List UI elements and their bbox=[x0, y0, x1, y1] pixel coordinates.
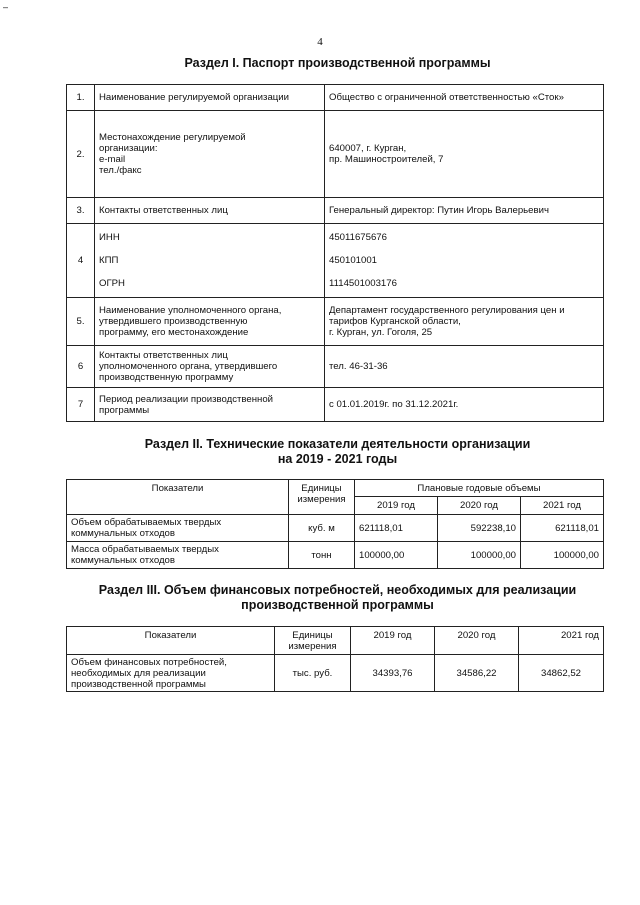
value-cell: 592238,10 bbox=[438, 515, 521, 542]
margin-mark: – bbox=[3, 2, 9, 12]
planned-volumes-header: Плановые годовые объемы bbox=[355, 480, 604, 497]
indicator-name: Объем финансовых потребностей, необходимых для реализации производственной программы bbox=[67, 655, 275, 692]
section2-title: Раздел II. Технические показатели деятельности организации на 2019 - 2021 годы bbox=[144, 437, 531, 466]
unit-cell: тонн bbox=[289, 542, 355, 569]
table-row bbox=[67, 655, 604, 692]
row-number: 2. bbox=[67, 111, 95, 198]
row-value: Генеральный директор: Путин Игорь Валерьевич bbox=[325, 198, 604, 224]
row-number: 6 bbox=[67, 346, 95, 388]
row-label: Контакты ответственных лиц уполномоченного органа, утвердившего производственную программу bbox=[95, 346, 325, 388]
row-value: тел. 46-31-36 bbox=[325, 346, 604, 388]
table-row bbox=[67, 298, 604, 346]
row-value: Общество с ограниченной ответственностью «Сток» bbox=[325, 85, 604, 111]
indicator-header: Показатели bbox=[67, 627, 275, 655]
row-value: Департамент государственного регулирования цен и тарифов Курганской области, г. Курган, ул. Гоголя, 25 bbox=[325, 298, 604, 346]
row-label: Контакты ответственных лиц bbox=[95, 198, 325, 224]
year-header: 2019 год bbox=[355, 497, 438, 515]
table-row bbox=[67, 515, 604, 542]
indicator-name: Масса обрабатываемых твердых коммунальных отходов bbox=[67, 542, 289, 569]
units-header: Единицы измерения bbox=[289, 480, 355, 515]
indicator-header: Показатели bbox=[67, 480, 289, 515]
page-number: 4 bbox=[317, 36, 323, 48]
financial-needs-table bbox=[66, 626, 604, 692]
table-row bbox=[67, 224, 604, 298]
value-cell: 100000,00 bbox=[521, 542, 604, 569]
row-number: 5. bbox=[67, 298, 95, 346]
year-header: 2020 год bbox=[435, 627, 519, 655]
table-row bbox=[67, 346, 604, 388]
year-header: 2021 год bbox=[519, 627, 604, 655]
value-cell: 34586,22 bbox=[435, 655, 519, 692]
year-header: 2021 год bbox=[521, 497, 604, 515]
value-cell: 100000,00 bbox=[355, 542, 438, 569]
value-cell: 100000,00 bbox=[438, 542, 521, 569]
table-row bbox=[67, 388, 604, 422]
row-value: с 01.01.2019г. по 31.12.2021г. bbox=[325, 388, 604, 422]
row-label: ИНН КПП ОГРН bbox=[95, 224, 325, 298]
indicator-name: Объем обрабатываемых твердых коммунальных отходов bbox=[67, 515, 289, 542]
row-label: Наименование уполномоченного органа, утвердившего производственную программу, его местонахождение bbox=[95, 298, 325, 346]
passport-table bbox=[66, 84, 604, 422]
table-row bbox=[67, 111, 604, 198]
technical-indicators-table bbox=[66, 479, 604, 569]
row-number: 1. bbox=[67, 85, 95, 111]
year-header: 2019 год bbox=[351, 627, 435, 655]
value-cell: 621118,01 bbox=[355, 515, 438, 542]
table-header-row bbox=[67, 627, 604, 655]
units-header: Единицы измерения bbox=[275, 627, 351, 655]
row-label: Местонахождение регулируемой организации: e-mail тел./факс bbox=[95, 111, 325, 198]
unit-cell: куб. м bbox=[289, 515, 355, 542]
table-row bbox=[67, 85, 604, 111]
value-cell: 34393,76 bbox=[351, 655, 435, 692]
row-value: 640007, г. Курган, пр. Машиностроителей, 7 bbox=[325, 111, 604, 198]
table-row bbox=[67, 542, 604, 569]
table-row bbox=[67, 198, 604, 224]
row-label: Период реализации производственной программы bbox=[95, 388, 325, 422]
value-cell: 34862,52 bbox=[519, 655, 604, 692]
row-value: 45011675676 450101001 1114501003176 bbox=[325, 224, 604, 298]
row-number: 4 bbox=[67, 224, 95, 298]
value-cell: 621118,01 bbox=[521, 515, 604, 542]
unit-cell: тыс. руб. bbox=[275, 655, 351, 692]
row-number: 3. bbox=[67, 198, 95, 224]
section1-title: Раздел I. Паспорт производственной программы bbox=[184, 56, 491, 70]
year-header: 2020 год bbox=[438, 497, 521, 515]
table-header-row bbox=[67, 480, 604, 497]
section3-title: Раздел III. Объем финансовых потребностей, необходимых для реализации производственной программы bbox=[98, 583, 577, 612]
row-label: Наименование регулируемой организации bbox=[95, 85, 325, 111]
row-number: 7 bbox=[67, 388, 95, 422]
